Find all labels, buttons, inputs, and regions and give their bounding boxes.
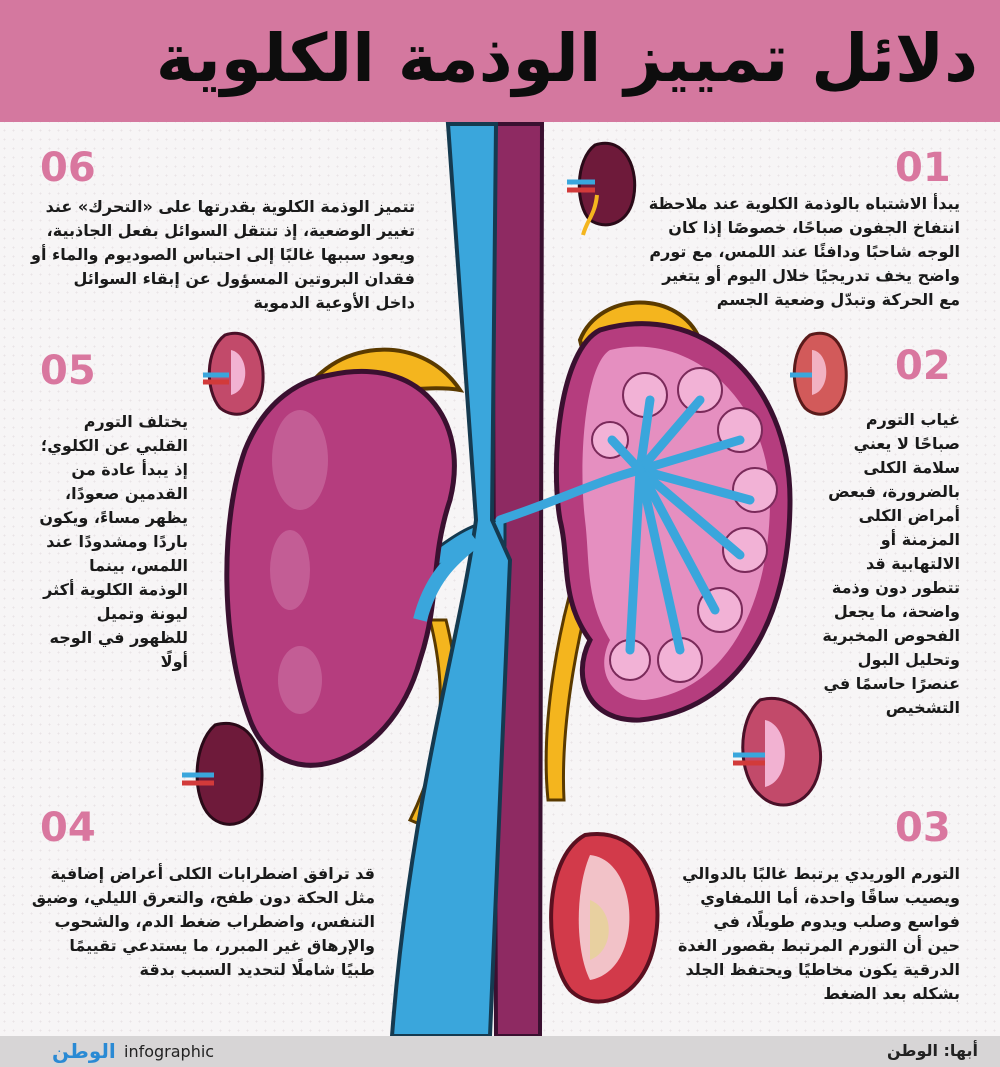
left-kidney	[227, 371, 455, 765]
section-text: يختلف التورم القلبي عن الكلوي؛ إذ يبدأ عادة من القدمين صعودًا، يظهر مساءً، ويكون باردًا ومشدودًا عند اللمس، بينما الوذمة الكلوية أكثر ليونة وتميل للظهور في الوجه أولًا	[39, 412, 188, 671]
section-number: 02	[895, 343, 951, 389]
kidney-highlight	[272, 410, 328, 510]
section-text: قد ترافق اضطرابات الكلى أعراض إضافية مثل الحكة دون طفح، والتعرق الليلي، وضيق التنفس، واضطراب ضغط الدم، والشحوب والإرهاق غير المبرر، ما يستدعي تقييمًا طبيًا شاملًا لتحديد السبب بدقة	[31, 864, 375, 979]
page-title: دلائل تمييز الوذمة الكلوية	[155, 20, 978, 97]
kidney-highlight	[278, 646, 322, 714]
section-text: غياب التورم صباحًا لا يعني سلامة الكلى بالضرورة، فبعض أمراض الكلى المزمنة أو الالتهابية قد تتطور دون وذمة واضحة، ما يجعل الفحوص المخبرية وتحليل البول عنصرًا حاسمًا في التشخيص	[822, 410, 960, 717]
footer-label: infographic	[124, 1042, 215, 1061]
section-number: 03	[895, 805, 951, 851]
alwatan-logo: الوطن	[52, 1039, 116, 1063]
section-text: يبدأ الاشتباه بالوذمة الكلوية عند ملاحظة انتفاخ الجفون صباحًا، خصوصًا إذا كان الوجه شاحبًا ودافئًا عند اللمس، مع تورم واضح يخف تدريجيًا خلال اليوم أو يتغير مع الحركة وتبدّل وضعية الجسم	[648, 194, 960, 309]
footer-credit: أبها: الوطن	[886, 1041, 978, 1060]
section-text: تتميز الوذمة الكلوية بقدرتها على «التحرك» عند تغيير الوضعية، إذ تنتقل السوائل بفعل الجاذبية، ويعود سببها غالبًا إلى احتباس الصوديوم والماء أو فقدان البروتين المسؤول عن إبقاء السوائل داخل الأوعية الدموية	[31, 197, 415, 312]
kidney-highlight	[270, 530, 310, 610]
section-number: 06	[40, 145, 96, 191]
kidney-icon	[567, 143, 635, 235]
section-number: 04	[40, 805, 96, 851]
kidney-cross-section-icon	[551, 834, 657, 1002]
kidney-cross-section-icon	[203, 333, 263, 414]
kidney-cross-section-icon	[733, 698, 821, 805]
kidney-icon	[182, 723, 262, 824]
section-number: 05	[40, 348, 96, 394]
footer-bar	[0, 1036, 1000, 1067]
section-text: التورم الوريدي يرتبط غالبًا بالدوالي ويصيب ساقًا واحدة، أما اللمفاوي فواسع وصلب ويدوم طويلًا، في حين أن التورم المرتبط بقصور الغدة الدرقية يكون مخاطيًا ويحتفظ الجلد بشكله بعد الضغط	[677, 864, 960, 1003]
section-number: 01	[895, 145, 951, 191]
kidney-cross-section-icon	[790, 333, 846, 414]
